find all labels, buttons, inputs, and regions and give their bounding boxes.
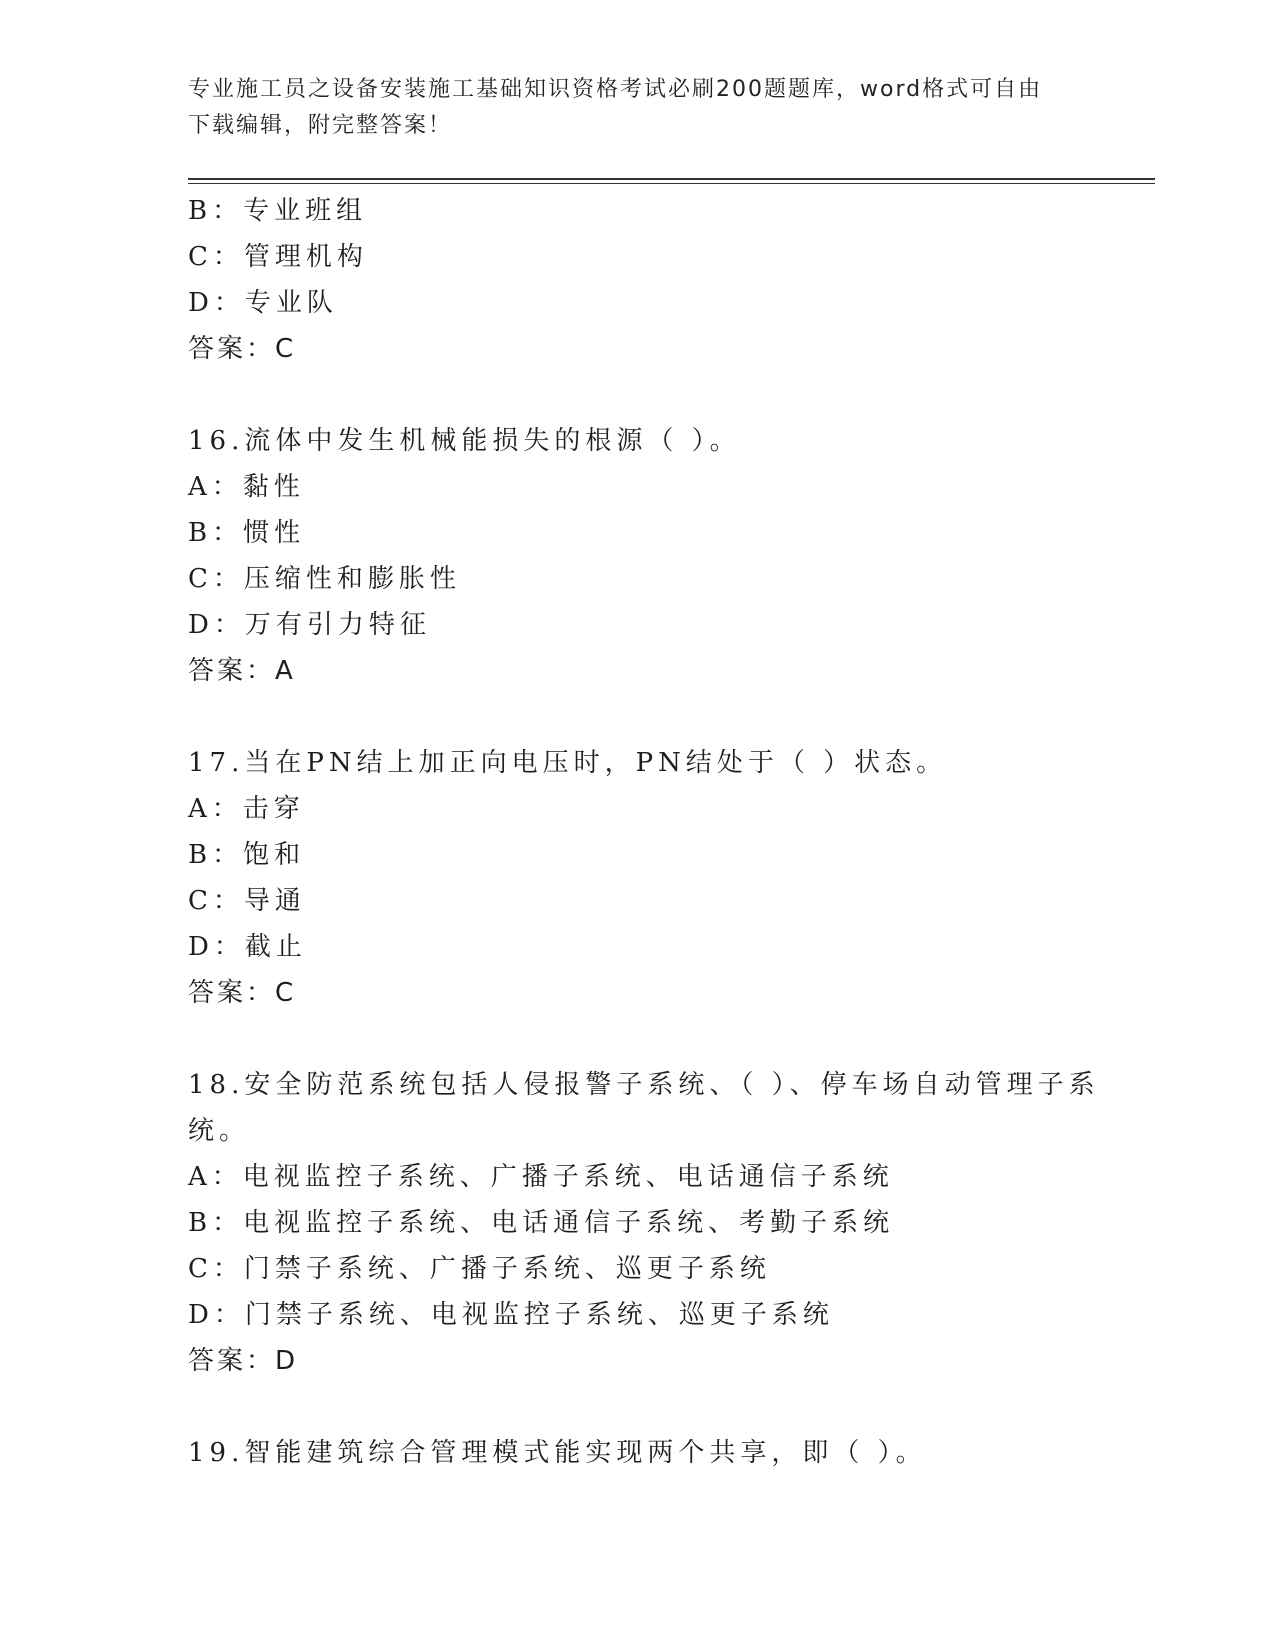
option-b: B：电视监控子系统、电话通信子系统、考勤子系统 [188,1208,895,1238]
header-line-2: 下载编辑，附完整答案！ [188,113,453,138]
spacer [188,372,1088,418]
question-text-line-2: 统。 [188,1116,251,1146]
answer-line: 答案：C [188,334,297,364]
option-c: C：管理机构 [188,242,368,272]
answer-line: 答案：A [188,656,296,686]
question-text: 17.当在PN结上加正向电压时，PN结处于（ ）状态。 [188,748,948,778]
question-17 [188,740,1088,1016]
option-d: D：万有引力特征 [188,610,431,640]
header-divider-thick [188,178,1155,180]
question-18 [188,1062,1100,1384]
question-16 [188,418,1088,694]
question-text: 19.智能建筑综合管理模式能实现两个共享，即（ ）。 [188,1438,927,1468]
option-a: A：电视监控子系统、广播子系统、电话通信子系统 [188,1162,894,1192]
option-a: A：击穿 [188,794,305,824]
question-text-line-1: 18.安全防范系统包括人侵报警子系统、（ ）、停车场自动管理子系 [188,1070,1100,1100]
option-d: D：门禁子系统、电视监控子系统、巡更子系统 [188,1300,834,1330]
option-c: C：门禁子系统、广播子系统、巡更子系统 [188,1254,771,1284]
option-a: A：黏性 [188,472,305,502]
spacer [188,1016,1088,1062]
header-line-1: 专业施工员之设备安装施工基础知识资格考试必刷200题题库，word格式可自由 [188,77,1043,102]
spacer [188,1384,1088,1430]
option-b: B：专业班组 [188,196,368,226]
question-19 [188,1430,1088,1476]
document-header [188,72,1068,144]
option-b: B：饱和 [188,840,306,870]
option-d: D：截止 [188,932,307,962]
option-b: B：惯性 [188,518,306,548]
document-body [188,188,1100,1476]
option-c: C：压缩性和膨胀性 [188,564,461,594]
header-divider-thin [188,183,1155,184]
answer-line: 答案：D [188,1346,299,1376]
option-d: D：专业队 [188,288,338,318]
question-15-continuation [188,188,1088,372]
answer-line: 答案：C [188,978,297,1008]
option-c: C：导通 [188,886,306,916]
spacer [188,694,1088,740]
question-text: 16.流体中发生机械能损失的根源（ ）。 [188,426,741,456]
